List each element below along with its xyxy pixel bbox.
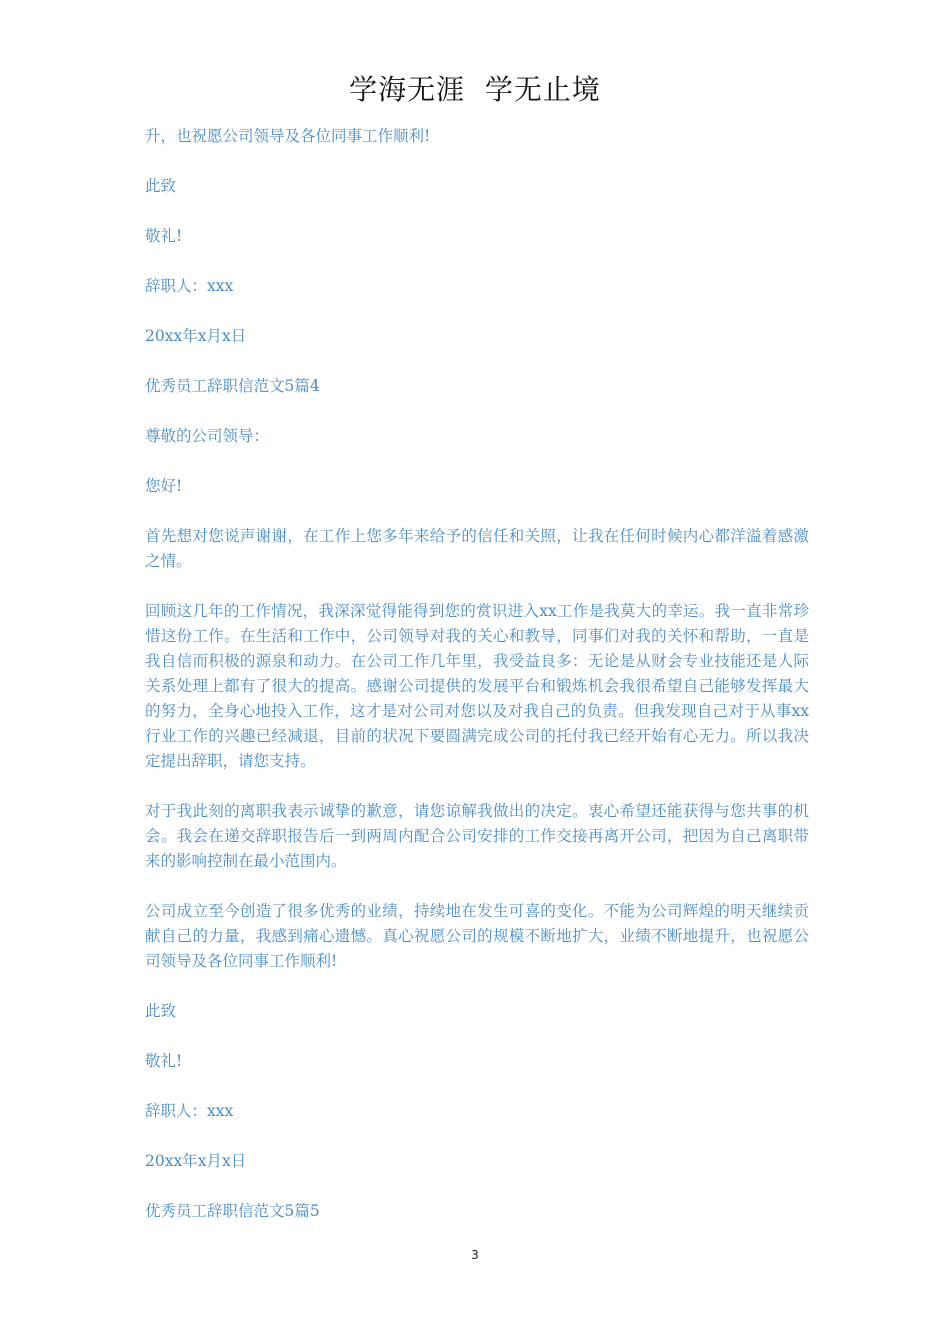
page-number: 3 bbox=[471, 1248, 479, 1262]
paragraph-signatory: 辞职人：xxx bbox=[145, 277, 234, 295]
paragraph-body: 公司成立至今创造了很多优秀的业绩，持续地在发生可喜的变化。不能为公司辉煌的明天继续贡献自己的力量，我感到痛心遗憾。真心祝愿公司的规模不断地扩大，业绩不断地提升，也祝愿公司领导及各位同事工作顺利! bbox=[145, 902, 809, 970]
paragraph-regards: 敬礼! bbox=[145, 227, 183, 245]
paragraph-section-title: 优秀员工辞职信范文5篇5 bbox=[145, 1202, 320, 1220]
paragraph-body: 回顾这几年的工作情况，我深深觉得能得到您的赏识进入xx工作是我莫大的幸运。我一直非常珍惜这份工作。在生活和工作中，公司领导对我的关心和教导，同事们对我的关怀和帮助，一直是我自信而积极的源泉和动力。在公司工作几年里，我受益良多：无论是从财会专业技能还是人际关系处理上都有了很大的提高。感谢公司提供的发展平台和锻炼机会我很希望自己能够发挥最大的努力，全身心地投入工作，这才是对公司对您以及对我自己的负责。但我发现自己对于从事xx行业工作的兴趣已经减退，目前的状况下要圆满完成公司的托付我已经开始有心无力。所以我决定提出辞职，请您支持。 bbox=[145, 602, 809, 770]
paragraph-closing-salutation: 此致 bbox=[145, 1002, 177, 1020]
paragraph-addressee: 尊敬的公司领导： bbox=[145, 427, 270, 445]
page-header-title: 学海无涯 学无止境 bbox=[349, 73, 601, 106]
paragraph-date: 20xx年x月x日 bbox=[145, 1152, 247, 1170]
paragraph-signatory: 辞职人：xxx bbox=[145, 1102, 234, 1120]
paragraph-section-title: 优秀员工辞职信范文5篇4 bbox=[145, 377, 320, 395]
paragraph-greeting: 您好! bbox=[145, 477, 183, 495]
paragraph-body: 首先想对您说声谢谢，在工作上您多年来给予的信任和关照，让我在任何时候内心都洋溢着感激之情。 bbox=[145, 527, 809, 570]
document-body bbox=[145, 124, 809, 1249]
paragraph-body: 对于我此刻的离职我表示诚挚的歉意，请您谅解我做出的决定。衷心希望还能获得与您共事的机会。我会在递交辞职报告后一到两周内配合公司安排的工作交接再离开公司，把因为自己离职带来的影响控制在最小范围内。 bbox=[145, 802, 809, 870]
paragraph-date: 20xx年x月x日 bbox=[145, 327, 247, 345]
paragraph-regards: 敬礼! bbox=[145, 1052, 183, 1070]
paragraph-closing-salutation: 此致 bbox=[145, 177, 177, 195]
paragraph-continuation: 升，也祝愿公司领导及各位同事工作顺利! bbox=[145, 127, 431, 145]
